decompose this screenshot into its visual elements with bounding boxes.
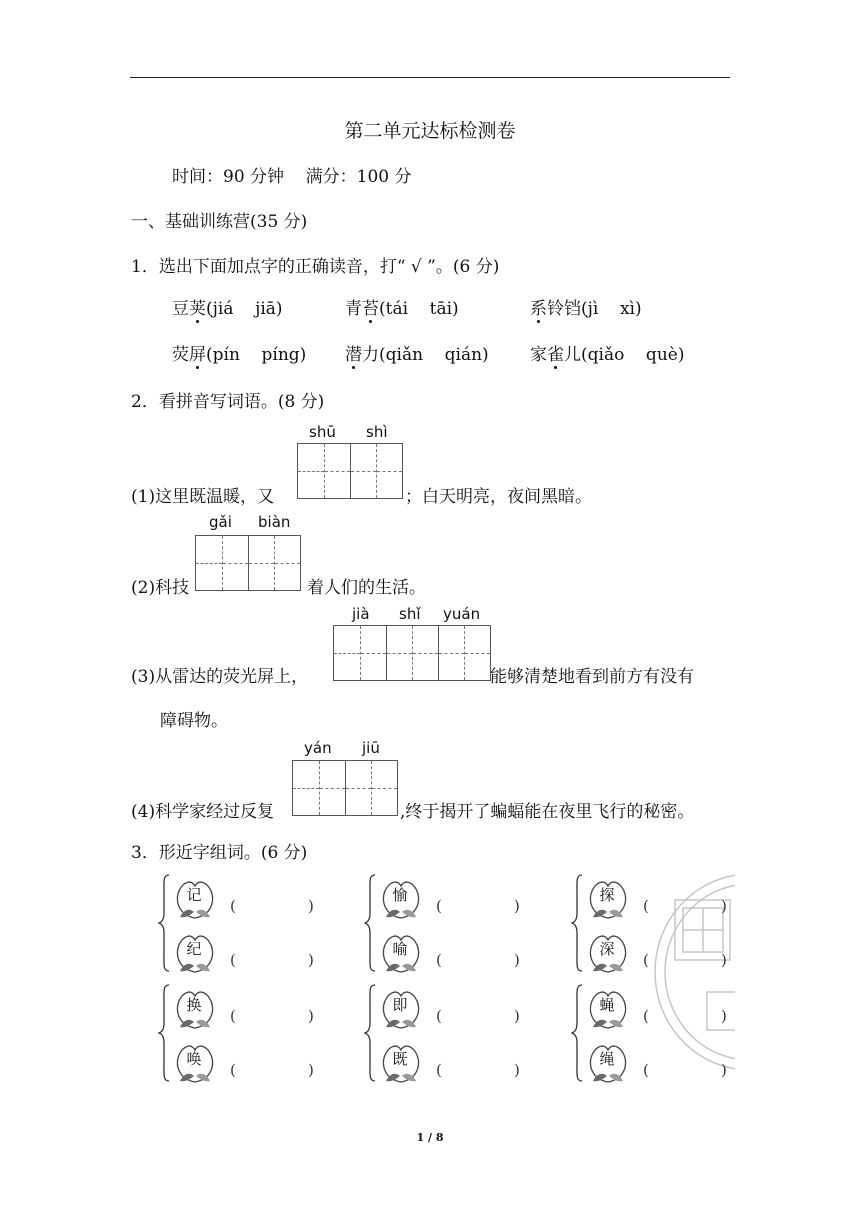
dotted-char: 屏 (189, 345, 206, 365)
answer-paren-close: ) (514, 951, 520, 969)
q1-item: 系铃铛(jì xì) (530, 299, 642, 319)
char-label: 蝇 (599, 996, 615, 1014)
page-title: 第二单元达标检测卷 (344, 120, 516, 142)
answer-paren-close: ) (514, 1007, 520, 1025)
q1-item: 潜力(qiǎn qián) (345, 345, 489, 365)
answer-paren-open[interactable]: ( (643, 1007, 649, 1025)
answer-paren-close: ) (721, 1007, 727, 1025)
group-brace (158, 873, 170, 977)
peach-char-icon (587, 985, 633, 1031)
question-1-label: 1．选出下面加点字的正确读音，打“ √ ”。(6 分) (131, 257, 500, 277)
section-heading: 一、基础训练营(35 分) (131, 212, 308, 232)
char-label: 换 (186, 996, 202, 1014)
pinyin: biàn (258, 513, 291, 531)
q2-text-before: (1)这里既温暖，又 (131, 487, 275, 507)
question-3-label: 3．形近字组词。(6 分) (131, 843, 308, 863)
answer-paren-close: ) (514, 897, 520, 915)
char-label: 记 (186, 886, 202, 904)
char-label: 即 (392, 996, 408, 1014)
char-label: 既 (392, 1050, 408, 1068)
answer-grid[interactable] (333, 625, 491, 681)
pinyin: yuán (443, 605, 481, 623)
answer-paren-open[interactable]: ( (230, 1061, 236, 1079)
group-brace (158, 983, 170, 1087)
answer-paren-close: ) (308, 897, 314, 915)
peach-char-icon (587, 1039, 633, 1085)
group-brace (364, 873, 376, 977)
peach-char-icon (380, 929, 426, 975)
peach-char-icon (174, 929, 220, 975)
q1-item: 青苔(tái tāi) (345, 299, 459, 319)
answer-paren-close: ) (721, 951, 727, 969)
peach-char-icon (174, 875, 220, 921)
peach-char-icon (380, 875, 426, 921)
char-label: 愉 (392, 886, 408, 904)
q1-item: 荧屏(pín píng) (172, 345, 307, 365)
q2-text-after: 能够清楚地看到前方有没有 (490, 667, 694, 687)
q1-item: 家雀儿(qiǎo què) (530, 345, 685, 365)
char-label: 喻 (392, 940, 408, 958)
answer-paren-close: ) (308, 951, 314, 969)
pinyin: yán (304, 739, 332, 757)
answer-paren-open[interactable]: ( (436, 951, 442, 969)
group-brace (571, 873, 583, 977)
q1-item: 豆荚(jiá jiā) (172, 299, 283, 319)
header-rule (130, 77, 730, 78)
answer-paren-open[interactable]: ( (643, 897, 649, 915)
answer-paren-close: ) (308, 1007, 314, 1025)
pinyin: gǎi (209, 513, 232, 531)
char-label: 探 (599, 886, 615, 904)
char-label: 唤 (186, 1050, 202, 1068)
peach-char-icon (174, 1039, 220, 1085)
q2-text-continuation: 障碍物。 (160, 711, 228, 731)
answer-paren-open[interactable]: ( (230, 1007, 236, 1025)
question-2-label: 2．看拼音写词语。(8 分) (131, 392, 325, 412)
peach-char-icon (587, 929, 633, 975)
pinyin: shǐ (399, 605, 421, 623)
q2-text-before: (3)从雷达的荧光屏上， (131, 667, 309, 687)
char-label: 纪 (186, 940, 202, 958)
dotted-char: 潜 (345, 345, 362, 365)
answer-paren-open[interactable]: ( (230, 951, 236, 969)
answer-paren-close: ) (514, 1061, 520, 1079)
char-label: 绳 (599, 1050, 615, 1068)
pinyin: shì (366, 423, 388, 441)
peach-char-icon (380, 985, 426, 1031)
peach-char-icon (587, 875, 633, 921)
peach-char-icon (380, 1039, 426, 1085)
time-info: 时间：90 分钟 满分：100 分 (172, 167, 412, 187)
q2-text-after: ,终于揭开了蝙蝠能在夜里飞行的秘密。 (400, 802, 695, 822)
pinyin: jiū (362, 739, 380, 757)
q2-text-before: (4)科学家经过反复 (131, 802, 275, 822)
peach-char-icon (174, 985, 220, 1031)
answer-paren-open[interactable]: ( (643, 1061, 649, 1079)
answer-paren-close: ) (721, 1061, 727, 1079)
answer-paren-open[interactable]: ( (436, 897, 442, 915)
char-label: 深 (599, 940, 615, 958)
page-number: 1 / 8 (416, 1131, 444, 1144)
q2-text-before: (2)科技 (131, 578, 190, 598)
answer-grid[interactable] (297, 443, 403, 499)
answer-grid[interactable] (195, 535, 301, 591)
q2-text-after: ；白天明亮，夜间黑暗。 (405, 487, 592, 507)
answer-grid[interactable] (292, 760, 398, 816)
answer-paren-open[interactable]: ( (436, 1061, 442, 1079)
group-brace (571, 983, 583, 1087)
answer-paren-open[interactable]: ( (436, 1007, 442, 1025)
dotted-char: 雀 (547, 345, 564, 365)
answer-paren-close: ) (308, 1061, 314, 1079)
pinyin: jià (352, 605, 370, 623)
dotted-char: 系 (530, 299, 547, 319)
answer-paren-open[interactable]: ( (643, 951, 649, 969)
dotted-char: 苔 (362, 299, 379, 319)
q2-text-after: 着人们的生活。 (307, 578, 426, 598)
answer-paren-open[interactable]: ( (230, 897, 236, 915)
group-brace (364, 983, 376, 1087)
dotted-char: 荚 (189, 299, 206, 319)
answer-paren-close: ) (721, 897, 727, 915)
pinyin: shū (309, 423, 336, 441)
